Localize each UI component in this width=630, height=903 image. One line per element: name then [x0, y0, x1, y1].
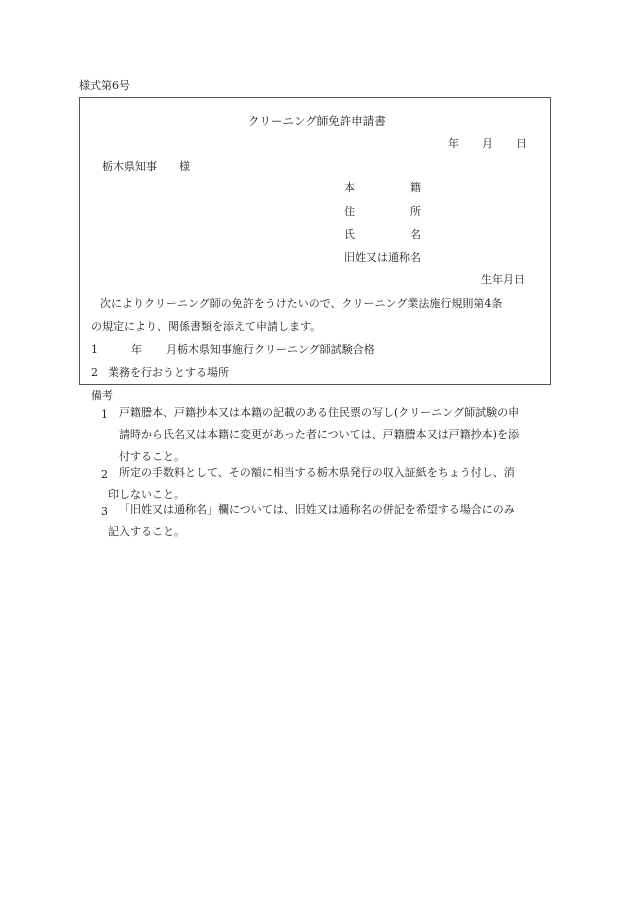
- application-form-frame: [79, 97, 551, 385]
- item-2-text: 業務を行おうとする場所: [108, 366, 229, 379]
- body-text-line-2: の規定により、関係書類を添えて申請します。: [91, 320, 322, 333]
- name-label-right: 名: [410, 228, 421, 241]
- item-1-number: 1: [91, 343, 98, 356]
- item-2-number: 2: [91, 366, 98, 379]
- addressee: 栃木県知事 様: [102, 160, 190, 173]
- note-2-number: 2: [101, 468, 108, 481]
- note-3-number: 3: [101, 505, 108, 518]
- note-3: [108, 499, 515, 543]
- birth-date-label: 生年月日: [481, 273, 525, 286]
- note-2-line-2: 印しないこと。: [108, 488, 185, 501]
- note-2-line-1: 所定の手数料として、その額に相当する栃木県発行の収入証紙をちょう付し、消: [119, 466, 515, 479]
- date-year-label: 年: [448, 137, 459, 150]
- form-title: クリーニング師免許申請書: [248, 114, 386, 128]
- address-label-left: 住: [344, 205, 355, 218]
- notes-heading: 備考: [91, 389, 113, 402]
- note-3-line-2: 記入すること。: [108, 525, 185, 538]
- item-1-year: 年: [131, 343, 142, 356]
- address-label-right: 所: [410, 205, 421, 218]
- item-1-text: 月栃木県知事施行クリーニング師試験合格: [166, 343, 375, 356]
- note-1-line-1: 戸籍謄本、戸籍抄本又は本籍の記載のある住民票の写し(クリーニング師試験の申: [119, 406, 520, 419]
- note-3-line-1: 「旧姓又は通称名」欄については、旧姓又は通称名の併記を希望する場合にのみ: [119, 503, 515, 516]
- honseki-label-left: 本: [344, 181, 355, 194]
- note-1: [119, 402, 519, 468]
- date-month-label: 月: [482, 137, 493, 150]
- form-number: 様式第6号: [79, 79, 130, 92]
- note-1-line-2: 請時から氏名又は本籍に変更があった者については、戸籍謄本又は戸籍抄本)を添: [119, 428, 519, 441]
- note-1-number: 1: [101, 408, 108, 421]
- former-name-label: 旧姓又は通称名: [344, 251, 421, 264]
- name-label-left: 氏: [344, 228, 355, 241]
- honseki-label-right: 籍: [410, 181, 421, 194]
- body-text-line-1: 次によりクリーニング師の免許をうけたいので、クリーニング業法施行規則第4条: [100, 297, 503, 310]
- date-day-label: 日: [516, 137, 527, 150]
- note-1-line-3: 付すること。: [119, 450, 185, 463]
